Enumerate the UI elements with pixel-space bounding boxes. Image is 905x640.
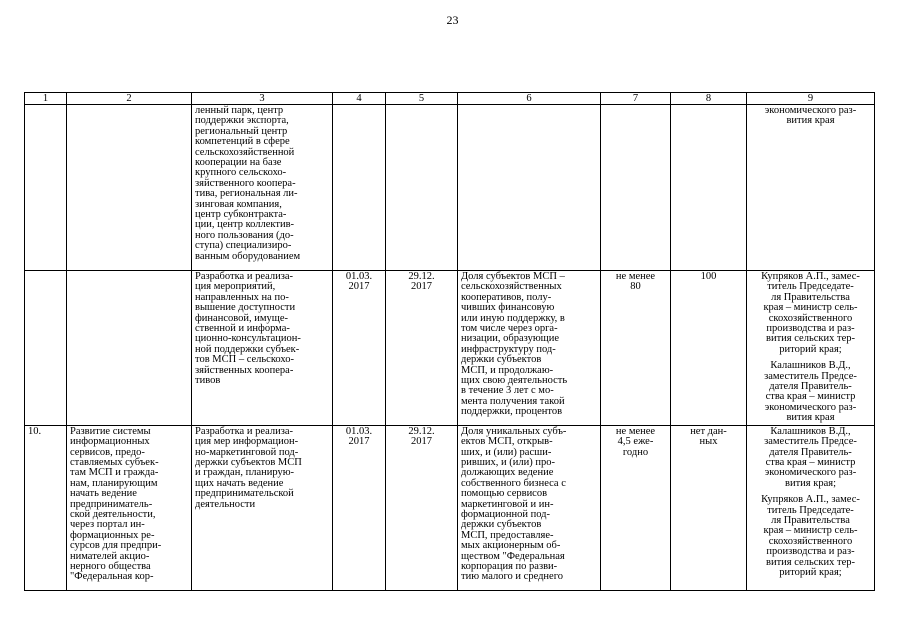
cell-target: не менее 4,5 еже- годно — [601, 425, 671, 590]
cell-start-date — [333, 105, 386, 271]
cell-end-date: 29.12. 2017 — [386, 425, 458, 590]
cell-start-date: 01.03. 2017 — [333, 425, 386, 590]
header-col-3: 3 — [192, 93, 333, 105]
cell-direction — [67, 271, 192, 426]
header-col-2: 2 — [67, 93, 192, 105]
page-number: 23 — [446, 13, 459, 27]
responsible-person: Калашников В.Д., заместитель Предсе- дателя Правитель- ства края – министр экономического раз- вития края — [764, 360, 857, 424]
header-col-6: 6 — [458, 93, 601, 105]
header-col-5: 5 — [386, 93, 458, 105]
cell-target — [601, 105, 671, 271]
plan-table — [24, 92, 875, 591]
header-col-4: 4 — [333, 93, 386, 105]
responsible-person: экономического раз- вития края — [764, 105, 857, 127]
header-col-8: 8 — [671, 93, 747, 105]
header-col-7: 7 — [601, 93, 671, 105]
responsible-person: Калашников В.Д., заместитель Предсе- дателя Правитель- ства края – министр экономического раз- вития края; — [764, 425, 857, 489]
cell-number — [25, 271, 67, 426]
table-row — [25, 271, 875, 426]
header-col-1: 1 — [25, 93, 67, 105]
cell-actual: 100 — [671, 271, 747, 426]
cell-target: не менее 80 — [601, 271, 671, 426]
cell-indicator: Доля уникальных субъ- ектов МСП, открыв- ших, и (или) расши- ривших, и (или) про- должающих ведение собственного бизнеса с помощью сервисов маркетинговой и ин- формационной под- держки субъектов МСП, предоставляе- мых акционерным об- ществом "Федеральная корпорация по разви- тию малого и среднего — [458, 425, 601, 590]
header-row — [25, 93, 875, 105]
cell-end-date: 29.12. 2017 — [386, 271, 458, 426]
table-row — [25, 425, 875, 590]
cell-measure: ленный парк, центр поддержки экспорта, региональный центр компетенций в сфере сельскохозяйственной кооперации на базе крупного сельскохо- зяйственного коопера- тива, региональная ли- зинговая компания, центр субконтракта- ции, центр коллектив- ного пользования (до- ступа) специализиро- ванным оборудованием — [192, 105, 333, 271]
cell-responsible — [747, 105, 875, 271]
cell-direction — [67, 105, 192, 271]
cell-indicator — [458, 105, 601, 271]
cell-direction: Развитие системы информационных сервисов, предо- ставляемых субъек- там МСП и гражда- нам, планирующим начать ведение предприниматель- ской деятельности, через портал ин- формационных ре- сурсов для предпри- нимателей акцио- нерного общества "Федеральная кор- — [67, 425, 192, 590]
cell-measure: Разработка и реализа- ция мероприятий, направленных на по- вышение доступности финансовой, имуще- ственной и информа- ционно-консультацион- ной поддержки субъек- тов МСП – сельскохо- зяйственных коопера- тивов — [192, 271, 333, 426]
cell-end-date — [386, 105, 458, 271]
responsible-person: Купряков А.П., замес- титель Председате- ля Правительства края – министр сель- скохозяйственного производства и раз- вития сельских тер- риторий края; — [761, 494, 860, 578]
cell-start-date: 01.03. 2017 — [333, 271, 386, 426]
cell-responsible — [747, 271, 875, 426]
cell-indicator: Доля субъектов МСП – сельскохозяйственных кооперативов, полу- чивших финансовую или иную поддержку, в том числе через орга- низации, образующие инфраструктуру под- держки субъектов МСП, и продолжаю- щих свою деятельность в течение 3 лет с мо- мента получения такой поддержки, процентов — [458, 271, 601, 426]
cell-actual — [671, 105, 747, 271]
header-col-9: 9 — [747, 93, 875, 105]
cell-actual: нет дан- ных — [671, 425, 747, 590]
cell-responsible — [747, 425, 875, 590]
cell-measure: Разработка и реализа- ция мер информацион- но-маркетинговой под- держки субъектов МСП и граждан, планирую- щих начать ведение предпринимательской деятельности — [192, 425, 333, 590]
cell-number: 10. — [25, 425, 67, 590]
cell-number — [25, 105, 67, 271]
table-row — [25, 105, 875, 271]
responsible-person: Купряков А.П., замес- титель Председате- ля Правительства края – министр сель- скохозяйственного производства и раз- вития сельских тер- риторий края; — [761, 271, 860, 355]
